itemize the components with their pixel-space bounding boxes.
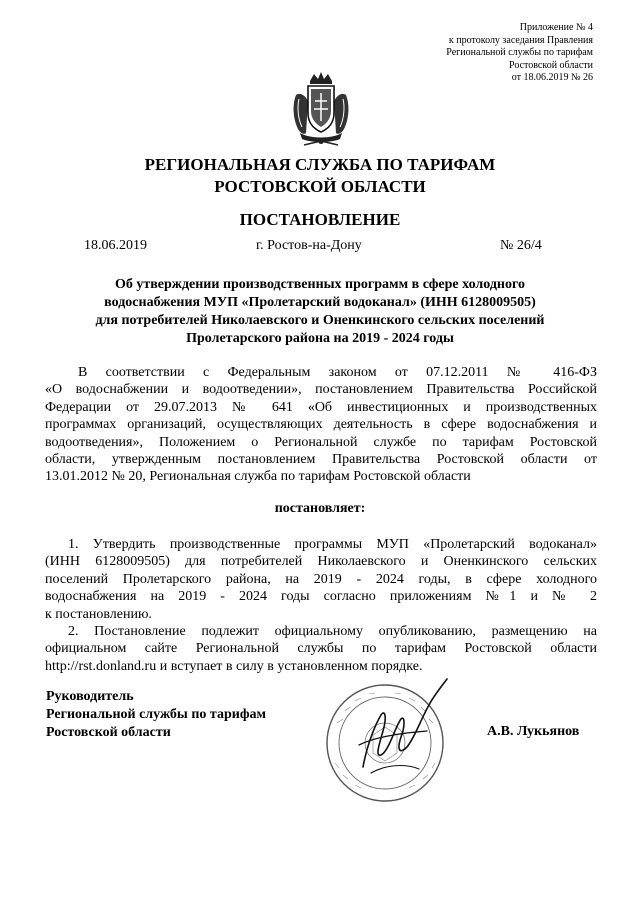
signer-position-line: Региональной службы по тарифам [46,707,267,722]
item-2-line: http://rst.donland.ru и вступает в силу в установленном порядке. [45,658,423,674]
organization-title [0,154,640,198]
round-seal-stamp-icon [315,675,465,805]
signer-position-line: Руководитель [46,689,134,704]
rostov-coat-of-arms-icon [290,71,352,147]
resolution-items [45,536,597,675]
resolves-heading: постановляет: [274,501,366,516]
appendix-line: Ростовской области [509,59,593,71]
organization-title-line: РОСТОВСКОЙ ОБЛАСТИ [214,177,426,196]
signer-position [46,688,266,742]
document-subject [40,276,600,348]
preamble-line: 13.01.2012 № 20, Региональная служба по тарифам Ростовской области [45,469,471,485]
subject-line: Пролетарского района на 2019 - 2024 годы [186,331,454,346]
document-number: № 26/4 [500,238,542,253]
preamble-line: Федерации от 29.07.2013 № 641 «Об инвестиционных и производственных [45,399,597,415]
item-1-line: 1. Утвердить производственные программы МУП «Пролетарский водоканал» [68,537,597,552]
preamble-line: водоотведения», Положением о Региональной службе по тарифам Ростовской [45,434,597,450]
signer-position-line: Ростовской области [46,725,171,740]
appendix-line: к протоколу заседания Правления [448,34,593,46]
appendix-line: от 18.06.2019 № 26 [511,72,593,83]
preamble-line: В соответствии с Федеральным законом от 07.12.2011 № 416-ФЗ [78,365,597,380]
document-city: г. Ростов-на-Дону [256,238,362,253]
item-1-line: водоснабжения на 2019 - 2024 годы согласно приложениям №1 и № 2 [45,589,597,605]
preamble-line: «О водоснабжении и водоотведении», постановлением Правительства Российской [45,382,597,398]
preamble-paragraph [45,364,597,486]
item-1-line: (ИНН 6128009505) для потребителей Николаевского и Оненкинского сельских [45,554,597,570]
appendix-reference [446,22,593,85]
item-1-line: поселений Пролетарского района, на 2019 - 2024 годы, в сфере холодного [45,571,597,587]
preamble-line: области, утвержденным постановлением Правительства Ростовской области от [45,452,597,468]
item-2-line: официальном сайте Региональной службы по тарифам Ростовской области [45,641,597,657]
subject-line: водоснабжения МУП «Пролетарский водоканал» (ИНН 6128009505) [104,295,536,310]
organization-title-line: РЕГИОНАЛЬНАЯ СЛУЖБА ПО ТАРИФАМ [144,155,496,174]
appendix-line: Приложение № 4 [519,22,593,33]
appendix-line: Региональной службы по тарифам [446,47,593,58]
document-meta [0,238,640,256]
document-date: 18.06.2019 [84,238,147,253]
handwritten-signature-icon [359,679,447,773]
subject-line: Об утверждении производственных программ в сфере холодного [114,277,526,292]
document-type: ПОСТАНОВЛЕНИЕ [239,210,401,229]
subject-line: для потребителей Николаевского и Оненкинского сельских поселений [95,313,545,328]
round-seal-stamp-icon [327,685,443,801]
signer-name: А.В. Лукьянов [487,724,580,739]
item-2-line: 2. Постановление подлежит официальному опубликованию, размещению на [68,624,597,640]
item-1-line: к постановлению. [45,606,152,622]
preamble-line: программах организаций, осуществляющих деятельность в сфере водоснабжения и [45,417,597,433]
